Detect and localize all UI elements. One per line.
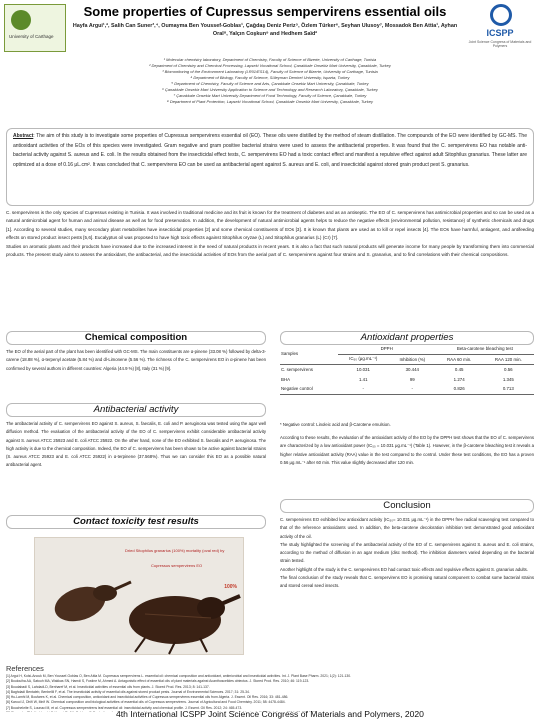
table-row: [280, 384, 534, 394]
university-logo: [4, 4, 66, 52]
table-cell: 0.713: [483, 384, 534, 394]
reference-item: [3] Boudabadi S, Lahdadi-D, Benharef M, et al. Insecticidal activities of essential oils from plants. J. Stored Prod. Res. 2013; 8: 141-137.: [6, 684, 210, 689]
affiliation-line: ¹ Molecular chemistry laboratory, Department of Chemistry, Faculty of Science of Bizerte, University of Carthage, Tunisia: [163, 57, 377, 62]
affiliation-line: ⁵ Department of Chemistry, Faculty of Science and Arts, Çanakkale Onsekiz Mart University, Çanakkale, Turkey: [171, 81, 369, 86]
affiliation-line: ⁸ Department of Plant Protection, Lapseki Vocational School, Çanakkale Onsekiz Mart University, Çanakkale, Turkey: [167, 99, 373, 104]
reference-item: [4] Baghdadi Bentaleb, Benbellil F, et al. The insecticidal activity of essential oils against stored product pests. Journal of Environmental Sciences. 2017; 31: 25-34.: [6, 689, 250, 694]
table-cell: -: [338, 384, 389, 394]
contact-toxicity-heading: Contact toxicity test results: [6, 515, 266, 529]
conclusion-paragraph: The study highlighted the screening of the antibacterial activity of the EO of C. sempervirens against S. aureus and E. coli strains, according to the method of diffusion in an agar medium (disc method). The inhibition diameters varied depending on the bacterial strain tested.: [280, 541, 534, 564]
author-list: Hayfa Argui¹,², Salih Can Suner³,⁴, Oumayma Ben Youssef-Goblas¹, Çağdaş Deniz Periz⁵, Özlem Türker⁶, Seyhan Ulusoy⁷, Mossadok Ben Attia¹, Ayhan Oral⁸, Yalçın Coşkun⁹ and Hedhem Saïd²: [72, 23, 458, 37]
affiliation-line: ³ Biomonitoring of the Environment Laboratory (LR01/ES14), Faculty of Science of Bizerte, University of Carthage, Tunisia: [162, 69, 378, 74]
table-subheader: RAA 120 min.: [483, 354, 534, 364]
antioxidant-table: [280, 344, 534, 395]
introduction: [6, 209, 534, 323]
table-cell: 1.274: [453, 376, 465, 382]
table-cell: 0.56: [504, 366, 513, 372]
affiliation-line: ⁷ Çanakkale Onsekiz Mart University Department of Food Technology, Faculty of Science, Çanakkale, Turkey: [173, 93, 367, 98]
affiliations: [70, 57, 470, 105]
conclusion-paragraph: C. sempervirens EO exhibited low antioxidant activity (IC₅₀= 10.031 μg.mL⁻¹) in the DPPH free radical scavenging test compared to that of the reference antioxidants used. In addition, the beta-carotene decoloration inhibition test demonstrated good antioxidant activity of the oil.: [280, 517, 534, 539]
table-header-dpph: DPPH: [338, 344, 436, 354]
conference-logo: [464, 4, 536, 52]
table-cell: 1.41: [358, 376, 368, 382]
table-subheader: RAA 60 min.: [436, 354, 483, 364]
photo-caption-2: Cupressus sempervirens EO: [151, 563, 203, 568]
reference-item: [2] Boulouiha AA, Satouh MA, Wakkas SN, Hamdi S, Fostine M, Ahmed A. Antagonistic effect of essential oils of plant materials against Acanthoscelides obtectus. J. Stored Prod. Res. 2010; 46: 119-123.: [6, 679, 310, 684]
reference-item: [7] Bouchekrite S, Lounaci M, et al. Cupressus sempervirens leaf essential oil: insecticidal activity and chemical profile. J. Essent. Oil Res. 2012; 24: 465-473.: [6, 705, 243, 710]
table-row: [280, 364, 534, 374]
mortality-percent: 100%: [224, 584, 237, 590]
conference-footer: 4th International ICSPP Joint Science Congress of Materials and Polymers, 2020: [116, 709, 424, 719]
university-logo-text: University of Carthage: [9, 34, 54, 39]
abstract-text: The aim of this study is to investigate some properties of Cupressus sempervirens essential oil (EO). These oils were distilled by the method of steam distillation. The compounds of the EO were identified by GC-MS. The antioxidant activities of the EOs of this species were investigated. Gram negative and gram positive bacterial strains were used to assess the antibacterial properties. It was found that the C. sempervirens EO has notable anti-bacterial activity against S. aureus and E. coli. In the results obtained from the insecticidal effect tests, C. sempervirens EO had a toxic contact effect and manifest a repulsive effect against adult Sitophilus granarius. These latter are optimized at a dose of 0.16 μL.cm². It was concluded that C. sempervirens EO can be used as antibacterial agent against S. aureus and E. coli, and insecticidal against stored grain product pest S. granarius.: [13, 133, 527, 168]
conference-emblem-icon: [490, 4, 512, 26]
poster-title: Some properties of Cupressus sempervirens essential oils: [83, 4, 447, 19]
intro-paragraph: C. sempervirens is the only species of Cupressus existing in Tunisia. It was involved in traditional medicine and its fruit is known for the treatment of diabetes and as an antiseptic. The EO of C. sempervirens has antimicrobial properties and so can be used as a natural antimicrobial agent for human and animal disease as well as for food preservation. In addition, the development of natural antimicrobial agents helps to reduce the negative effects (environmental pollution, resistance) of synthetic chemicals and drugs [1]. According to several studies, many secondary plant metabolites have insecticidal properties [2] and some chemical constituents of EOs [3]. It is known that plants are used as to kill or repel insects [4]. The EOs have harmful, antiagent, and antifeeding effects on stored product insect pests [5,6]. Eucalyptus oil was proposed to have high toxic effects against Sitophilus oryzae (L) and Sitophilus granarius (L) (Cr) [7].: [6, 210, 534, 241]
conclusion-text: [280, 516, 534, 656]
table-cell-sample: BHA: [281, 376, 291, 382]
reference-item: [5] Hu-Lamhi M, Boufares K, et al. Chemical composition, antioxidant and insecticidal activities of Cupressus sempervirens essential oils from Algeria. J. Essent. Oil Res. 2016; 33: 481-486.: [6, 695, 289, 700]
reference-item: [1] Argui H, Kolsi-Anouk M, Ben Youssef-Goblas O, Ben Attia M. Cupressus sempervirens L. essential oil: chemical composition and antioxidant, antimicrobial and insecticidal activities. Int. J. Plant Base Pharm. 2021; 1(2): 121-130.: [6, 674, 352, 678]
abstract-label: Abstract: [13, 133, 34, 139]
conference-logo-subtext: Joint Science Congress of Materials and Polymers: [468, 40, 532, 48]
antibacterial-text: The antibacterial activity of C. sempervirens EO against S. aureus, S. faecalis, E. coli and P. aeruginosa was tested using the agar well diffusion method. The evaluation of the antibacterial activity of the EO of C. sempervirens exhibit considerable antibacterial activity against S. aureus ATCC 25923 and E. coli ATCC 25922. On the other hand, none of the EO exhibited S. faecalis and P. aeruginosa. The high activity is due to the chemical composition. Indeed, the EO of C. sempervirens has been shown to be active against bacterial strains (S. aureus ATCC 25923 and E. coli ATCC 25922) in α-terpinene (37.568%). Thus we can consider this EO as a possible natural antibacterial agent.: [6, 421, 266, 468]
table-cell-sample: C. sempervirens: [281, 366, 313, 372]
affiliation-line: ⁴ Department of Biology, Faculty of Science, Süleyman Demirel University, Isparta, Turkey: [190, 75, 350, 80]
references-list: [6, 674, 534, 712]
university-emblem-icon: [11, 10, 31, 30]
chemical-composition-text: The EO of the aerial part of the plant has been identified with GC-MS. The main constituents are α-pinene (33.08 %) followed by delta-3-carene (18.88 %), α-terpenyl acetate (5.84 %) and dl-Limonene (5.56 %). The richness of the C. sempervirens EO in α-pinene has been confirmed by several authors in different countries: Algeria (44.9 %) [8], Italy (31 %) [9].: [6, 349, 266, 371]
table-cell: 30.444: [405, 366, 419, 372]
conclusion-paragraph: Another highlight of the study is the C. sempervirens EO had contact toxic effects and repulsive effects against S. granarius adults.: [280, 566, 529, 572]
weevil-illustration: [35, 538, 245, 656]
table-cell: -: [389, 384, 436, 394]
conference-logo-text: ICSPP: [486, 28, 514, 38]
table-subheader: Inhibition (%): [389, 354, 436, 364]
table-cell: 0.826: [436, 384, 483, 394]
chemical-composition-heading: Chemical composition: [6, 331, 266, 345]
photo-caption-1: Dried Sitophilus granarius (100%) mortality (oval red) by: [125, 548, 225, 553]
table-cell: 1.345: [502, 376, 514, 382]
antioxidant-heading: Antioxidant properties: [280, 331, 534, 345]
table-header-bcb: Beta-carotene bleaching test: [436, 344, 534, 354]
table-cell: 0.45: [454, 366, 464, 372]
table-cell: 10.031: [356, 366, 370, 372]
affiliation-line: ² Department of Chemistry and Chemical Processing, Lapseki Vocational School, Çanakkale Onsekiz Mart University, Çanakkale, Turkey: [149, 63, 391, 68]
table-cell-sample: Negative control: [280, 384, 338, 394]
abstract-box: Abstract: The aim of this study is to investigate some properties of Cupressus sempervirens essential oil (EO). These oils were distilled by the method of steam distillation. The compounds of the EO were identified by GC-MS. The antioxidant activities of the EOs of this species were investigated. Gram negative and gram positive bacterial strains were used to assess the antibacterial properties. It was found that the C. sempervirens EO has notable anti-bacterial activity against S. aureus and E. coli. In the results obtained from the insecticidal effect tests, C. sempervirens EO had a toxic contact effect and manifest a repulsive effect against adult Sitophilus granarius. These latter are optimized at a dose of 0.16 μL.cm². It was concluded that C. sempervirens EO can be used as antibacterial agent against S. aureus and E. coli, and insecticidal against stored grain product pest S. granarius.: [6, 128, 534, 206]
table-row: [280, 374, 534, 384]
weevil-photo: [34, 537, 244, 655]
table-header-samples: Samples: [280, 344, 338, 364]
reference-item: [6] Karoui IJ, Dhifi W, Mnif W. Chemical composition and biological activities of essential oils of Cupressus sempervirens. Journal of Agricultural and Food Chemistry. 2011; 58: 4478-4484.: [6, 700, 286, 705]
references-heading: References: [6, 664, 44, 673]
antioxidant-text: According to these results, the evaluation of the antioxidant activity of the EO by the DPPH test shows that the EO of C. sempervirens are characterized by a low antioxidant power (IC₅₀ = 10.031 μg.mL⁻¹) (Table 1). However, in the β-carotene bleaching test it reveals a higher relative antioxidant activity (RAA) value in the test compared to the control. Under these test conditions, the EO has a proven 0.56 μg.mL⁻¹ after 60 min. This value slightly decreased after 120 min.: [280, 435, 534, 465]
table-subheader: IC₅₀ (μg.mL⁻¹): [338, 354, 389, 364]
table-note: * Negative control: Linoleic acid and β-Carotene emulsion.: [280, 422, 391, 427]
affiliation-line: ⁶ Çanakkale Onsekiz Mart University Application to Science and Technology and Research Laboratory, Çanakkale, Turkey: [162, 87, 378, 92]
conclusion-paragraph: The final conclusion of the study reveals that C. sempervirens EO is promising natural component to combat some bacterial strains and stored cereal seed insects.: [280, 575, 534, 589]
intro-paragraph: Studies on aromatic plants and their products have increased due to the increased interest in the need of natural products in recent years. It is also a fact that such natural products will generate income for many people by transforming them into commercial products. The present study aims to assess the antioxidant, the antibacterial, and the insecticidal activities of EOs from the aerial part of C. sempervirens against four strains and S. granarius, and to find correlations with their chemical compositions.: [6, 243, 534, 258]
table-cell: 99: [409, 376, 415, 382]
conclusion-heading: Conclusion: [280, 499, 534, 513]
antibacterial-heading: Antibacterial activity: [6, 403, 266, 417]
